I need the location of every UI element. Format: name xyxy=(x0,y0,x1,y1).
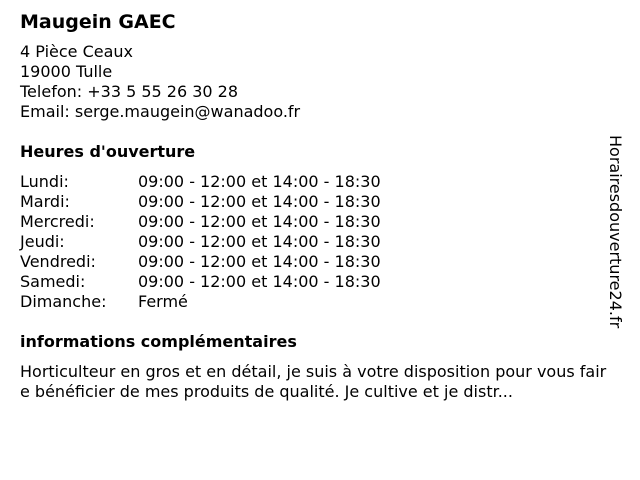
address-block xyxy=(20,42,615,122)
additional-info-heading: informations complémentaires xyxy=(20,332,297,351)
hours-day: Dimanche: xyxy=(20,292,107,311)
hours-time: 09:00 - 12:00 et 14:00 - 18:30 xyxy=(138,232,381,251)
email-line: Email: serge.maugein@wanadoo.fr xyxy=(20,102,301,121)
address-street: 4 Pièce Ceaux xyxy=(20,42,134,61)
hours-time: 09:00 - 12:00 et 14:00 - 18:30 xyxy=(138,172,381,191)
phone-line: Telefon: +33 5 55 26 30 28 xyxy=(20,82,239,101)
hours-day: Mercredi: xyxy=(20,212,95,231)
hours-row-thursday xyxy=(20,232,615,252)
hours-time: 09:00 - 12:00 et 14:00 - 18:30 xyxy=(138,212,381,231)
hours-row-sunday xyxy=(20,292,615,312)
hours-row-saturday xyxy=(20,272,615,292)
hours-time: Fermé xyxy=(138,292,188,311)
hours-time: 09:00 - 12:00 et 14:00 - 18:30 xyxy=(138,192,381,211)
hours-day: Lundi: xyxy=(20,172,69,191)
site-watermark: Horairesdouverture24.fr xyxy=(606,135,625,329)
hours-row-tuesday xyxy=(20,192,615,212)
hours-time: 09:00 - 12:00 et 14:00 - 18:30 xyxy=(138,272,381,291)
hours-row-friday xyxy=(20,252,615,272)
hours-row-monday xyxy=(20,172,615,192)
business-name: Maugein GAEC xyxy=(20,11,176,33)
hours-day: Mardi: xyxy=(20,192,70,211)
opening-hours-heading: Heures d'ouverture xyxy=(20,142,196,161)
opening-hours-table xyxy=(20,172,615,312)
hours-day: Vendredi: xyxy=(20,252,96,271)
hours-day: Jeudi: xyxy=(20,232,65,251)
business-card xyxy=(20,10,615,402)
hours-row-wednesday xyxy=(20,212,615,232)
hours-day: Samedi: xyxy=(20,272,86,291)
additional-info-text: Horticulteur en gros et en détail, je suis à votre disposition pour vous faire bénéficier de mes produits de qualité. Je cultive et je distr... xyxy=(20,362,607,401)
address-city: 19000 Tulle xyxy=(20,62,113,81)
hours-time: 09:00 - 12:00 et 14:00 - 18:30 xyxy=(138,252,381,271)
